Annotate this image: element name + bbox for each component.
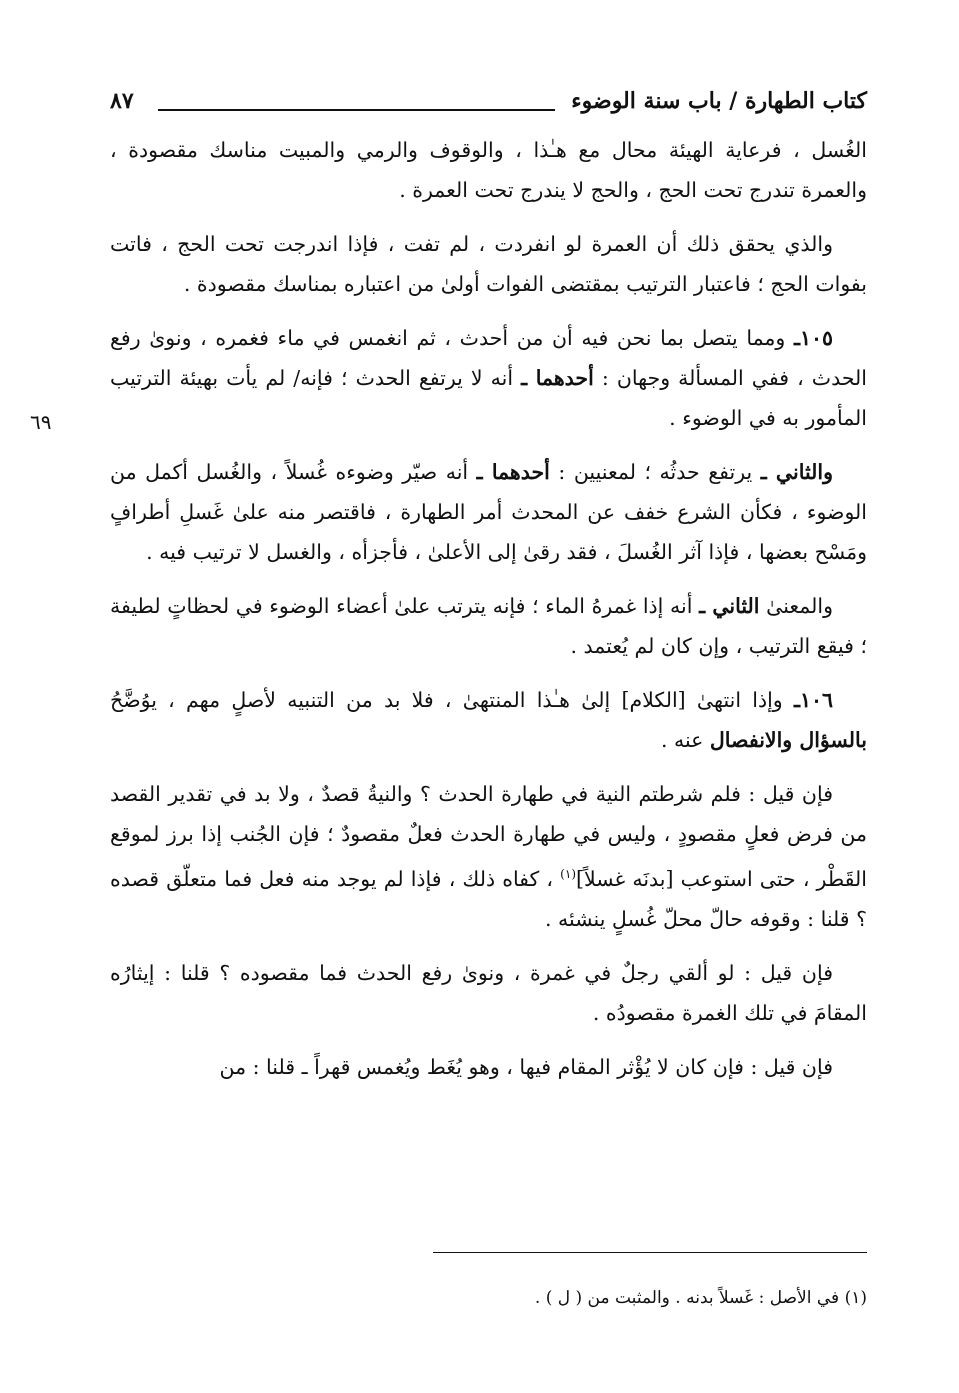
text-segment: يرتفع حدثُه ؛ لمعنيين : [549,460,761,484]
bold-term: الثاني ـ [699,594,760,618]
footnote [110,1285,867,1311]
page-header [110,88,867,128]
paragraph [110,452,867,572]
text-segment: أنه لا يرتفع الحدث ؛ فإنه/ لم يأت بهيئة الترتيب المأمور به في الوضوء . [110,366,867,430]
paragraph [110,318,867,438]
text-segment: ومما يتصل بما نحن فيه أن من أحدث ، ثم انغمس في ماء فغمره ، ونوىٰ رفع الحدث ، ففي المسألة وجهان : [110,326,867,390]
paragraph [110,130,867,210]
footnote-text: في الأصل : غَسلاً بدنه . والمثبت من ( ل ) . [534,1288,840,1308]
bold-term: والثاني ـ [760,460,833,484]
bold-term: أحدهما ـ [476,460,550,484]
paragraph [110,680,867,760]
footnote-marker: (١) [844,1288,867,1308]
bold-term: بالسؤال والانفصال [709,728,867,752]
body-text [110,130,867,1101]
text-segment: والمعنىٰ [759,594,833,618]
header-rule [158,109,555,111]
paragraph [110,586,867,666]
bold-term: ١٠٦ـ [793,688,833,712]
text-segment: وإذا انتهىٰ [الكلام] إلىٰ هـٰذا المنتهىٰ ، فلا بد من التنبيه لأصلٍ مهم ، يوُضَّحُ [110,688,794,712]
paragraph [110,953,867,1033]
text-segment: ، كفاه ذلك ، فإذا لم يوجد منه فعل فما متعلّق قصده ؟ قلنا : وقوفه حالّ محلّ غُسلٍ ينشئه . [110,866,867,931]
margin-reference: ٦٩ [30,410,52,434]
paragraph [110,224,867,304]
paragraph [110,1047,867,1087]
text-segment: فإن قيل : فإن كان لا يُؤْثر المقام فيها ، وهو يُغَط ويُغمس قهراً ـ قلنا : من [219,1054,833,1079]
text-segment: فإن قيل : لو ألقي رجلٌ في غمرة ، ونوىٰ رفع الحدث فما مقصوده ؟ قلنا : إيثارُه المقامَ في تلك الغمرة مقصودُه . [110,960,867,1025]
running-title: كتاب الطهارة / باب سنة الوضوء [571,88,867,114]
text-segment: أنه صيّر وضوءه غُسلاً ، والغُسل أكمل من الوضوء ، فكأن الشرع خفف عن المحدث أمر الطهارة ، فاقتصر منه علىٰ غَسلِ أطرافٍ ومَسْح بعضها ، فإذا آثر الغُسلَ ، فقد رقىٰ إلى الأعلىٰ ، فأجزأه ، والغسل لا ترتيب فيه . [110,460,867,564]
paragraph [110,774,867,939]
text-segment: أنه إذا غمرهُ الماء ؛ فإنه يترتب علىٰ أعضاء الوضوء في لحظاتٍ لطيفة ؛ فيقع الترتيب ، وإن كان لم يُعتمد . [110,594,867,658]
text-segment: الغُسل ، فرعاية الهيئة محال مع هـٰذا ، والوقوف والرمي والمبيت مناسك مقصودة ، والعمرة تندرج تحت الحج ، والحج لا يندرج تحت العمرة . [110,138,867,202]
page-number: ٨٧ [110,88,134,114]
text-segment: فإن قيل : فلم شرطتم النية في طهارة الحدث ؟ والنيةُ قصدٌ ، ولا بد في تقدير القصد من فرض فعلٍ مقصودٍ ، وليس في طهارة الحدث فعلٌ مقصودٌ ؛ فإن الجُنب إذا برز لموقع القَطْر ، حتى استوعب [بدنَه غسلاً] [110,782,867,891]
bold-term: أحدهما ـ [521,366,594,390]
text-segment: والذي يحقق ذلك أن العمرة لو انفردت ، لم تفت ، فإذا اندرجت تحت الحج ، فاتت بفوات الحج ؛ فاعتبار الترتيب بمقتضى الفوات أولىٰ من اعتباره بمناسك مقصودة . [110,232,867,296]
footnote-rule [433,1252,867,1253]
text-segment: عنه . [660,728,710,752]
bold-term: ١٠٥ـ [793,326,833,350]
footnote-reference: (١) [560,867,576,881]
